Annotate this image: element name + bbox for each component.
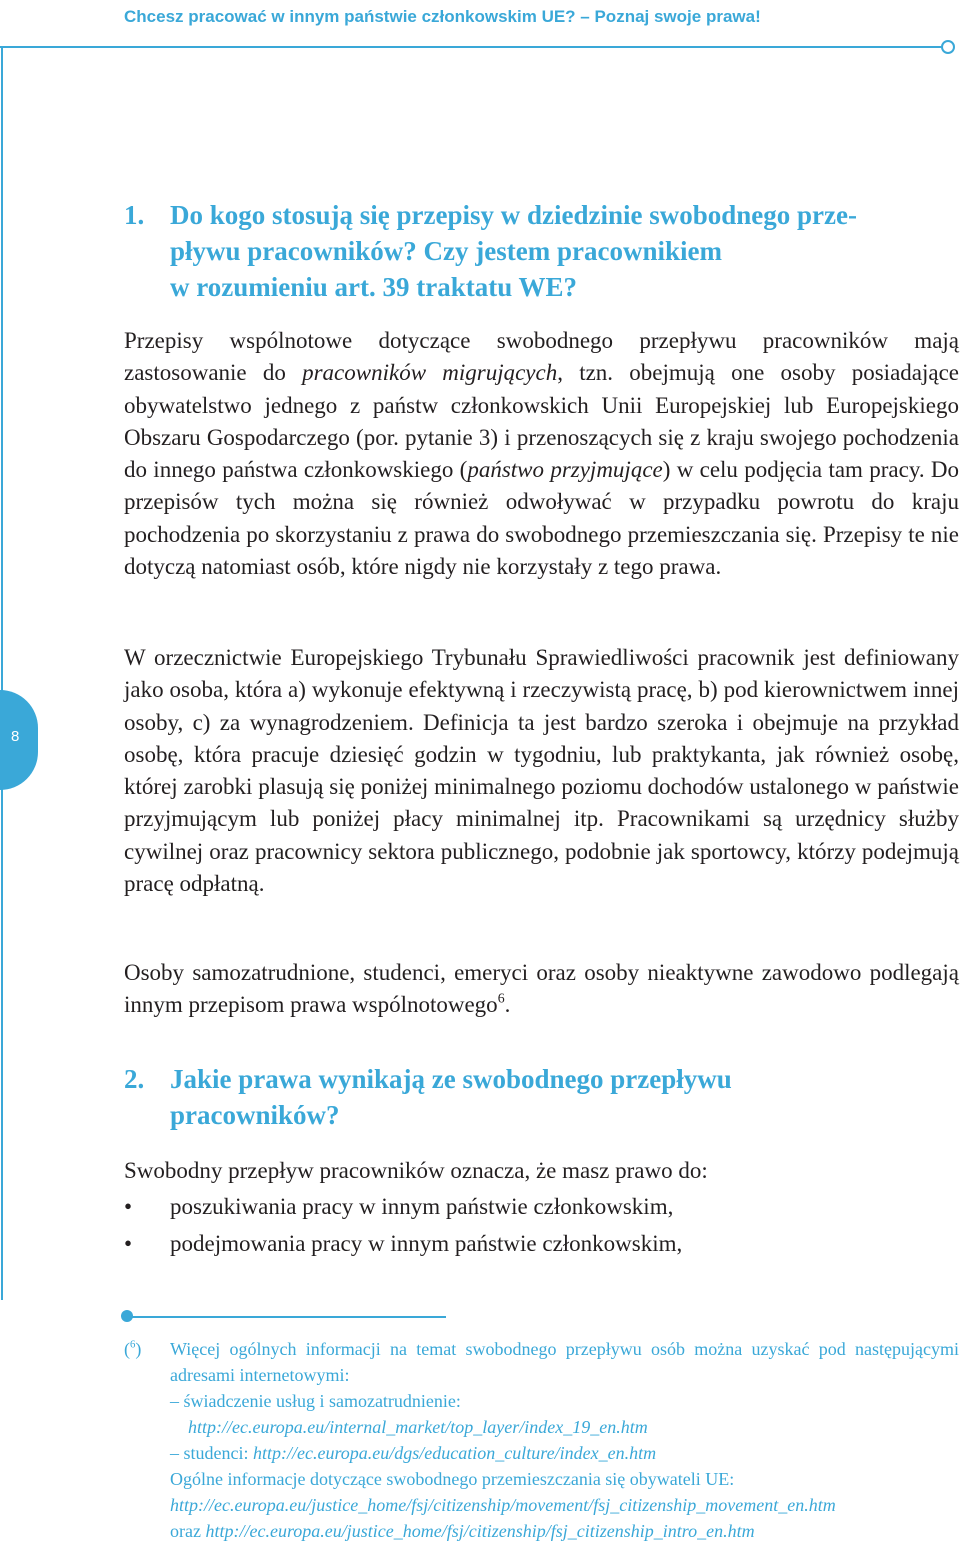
footnote-rule-dot <box>121 1310 133 1322</box>
page-number: 8 <box>11 728 20 745</box>
section-2-number: 2. <box>124 1064 145 1094</box>
paragraph-3-end: . <box>504 992 511 1018</box>
section-1-heading <box>124 197 857 305</box>
footnote-link-4[interactable]: http://ec.europa.eu/justice_home/fsj/citizenship/fsj_citizenship_intro_en.htm <box>205 1521 755 1541</box>
section-1-heading-line-3: w rozumieniu art. 39 traktatu WE? <box>170 272 577 302</box>
footnote-6 <box>124 1336 959 1544</box>
list-item-text: poszukiwania pracy w innym państwie członkowskim, <box>170 1194 674 1219</box>
section-1-heading-line-1: Do kogo stosują się przepisy w dziedzinie swobodnego prze- <box>170 200 857 230</box>
running-header: Chcesz pracować w innym państwie członkowskim UE? – Poznaj swoje prawa! <box>124 7 761 26</box>
footnote-link-2[interactable]: http://ec.europa.eu/dgs/education_culture/index_en.htm <box>253 1443 657 1463</box>
footnote-intro: Więcej ogólnych informacji na temat swobodnego przepływu osób można uzyskać pod następującymi adresami internetowymi: <box>170 1339 959 1385</box>
paragraph-1-text-a: Przepisy wspólnotowe dotyczące swobodnego przepływu pracowników mają zastosowanie do <box>124 328 959 386</box>
section-1-number: 1. <box>124 200 145 230</box>
footnote-mark <box>124 1336 141 1362</box>
list-item-text: podejmowania pracy w innym państwie członkowskim, <box>170 1231 683 1256</box>
section-2-intro: Swobodny przepływ pracowników oznacza, że masz prawo do: <box>124 1158 708 1183</box>
header-rule <box>0 46 942 48</box>
list-item <box>124 1191 673 1223</box>
paragraph-1-text-c: ) w celu podjęcia tam pracy. Do przepisów tych można się również odwoływać w przypadku powrotu do kraju pochodzenia po skorzystaniu z prawa do swobodnego przemieszczania się. Przepisy te nie dotyczą natomiast osób, które nigdy nie korzystały z tego prawa. <box>124 457 959 580</box>
paragraph-1-emphasis-1: pracowników migrujących <box>302 360 558 386</box>
footnote-link-4-line <box>170 1518 959 1544</box>
footnote-item-2 <box>170 1440 959 1466</box>
paragraph-1-text-b: , tzn. obejmują one osoby posiadające obywatelstwo jednego z państw członkowskich Unii Europejskiej lub Europejskiego Obszaru Gospodarczego (por. pytanie 3) i przenoszących się z kraju swojego pochodzenia do innego państwa członkowskiego ( <box>124 360 959 483</box>
footnote-item-1-label: – świadczenie usług i samozatrudnienie: <box>170 1391 461 1411</box>
section-1-paragraph-3 <box>124 957 959 1022</box>
footnote-item-2-label: – studenci: <box>170 1443 253 1463</box>
section-2-heading <box>124 1061 732 1133</box>
section-1-heading-line-2: pływu pracowników? Czy jestem pracownikiem <box>170 236 722 266</box>
paragraph-1-emphasis-2: państwo przyjmujące <box>467 457 663 483</box>
footnote-link-1[interactable]: http://ec.europa.eu/internal_market/top_layer/index_19_en.htm <box>188 1417 648 1437</box>
section-1-paragraph-2: W orzecznictwie Europejskiego Trybunału Sprawiedliwości pracownik jest definiowany jako osoba, która a) wykonuje efektywną i rzeczywistą pracę, b) pod kierownictwem innej osoby, c) za wynagrodzeniem. Definicja ta jest bardzo szeroka i obejmuje na przykład osobę, która pracuje dziesięć godzin w tygodniu, lub praktykanta, jak również osobę, której zarobki plasują się poniżej minimalnego poziomu dochodów ustalonego w państwie przyjmującym lub poniżej płacy minimalnej itp. Pracownikami są urzędnicy służby cywilnej oraz pracownicy sektora publicznego, podobnie jak sportowcy, którzy podejmują pracę odpłatną. <box>124 645 959 897</box>
footnote-item-1-url-line <box>170 1414 959 1440</box>
footnote-oraz: oraz <box>170 1521 206 1541</box>
side-rule <box>1 46 3 1300</box>
bullet-dot: • <box>124 1231 133 1256</box>
footnote-reference-6: 6 <box>497 990 505 1006</box>
footnote-link-3[interactable]: http://ec.europa.eu/justice_home/fsj/citizenship/movement/fsj_citizenship_movement_en.htm <box>170 1495 836 1515</box>
list-item <box>124 1228 682 1260</box>
footnote-link-3-line <box>170 1492 959 1518</box>
section-2-heading-line-1: Jakie prawa wynikają ze swobodnego przepływu <box>170 1064 732 1094</box>
footnote-rule <box>124 1316 446 1318</box>
section-1-paragraph-1 <box>124 325 959 583</box>
footnote-mark-open: ( <box>124 1339 130 1359</box>
bullet-dot: • <box>124 1194 133 1219</box>
section-2-heading-line-2: pracowników? <box>170 1100 340 1130</box>
header-rule-end-circle <box>941 40 955 54</box>
footnote-mark-number: 6 <box>130 1338 136 1351</box>
footnote-mark-close: ) <box>135 1339 142 1359</box>
paragraph-3-text: Osoby samozatrudnione, studenci, emeryci oraz osoby nieaktywne zawodowo podlegają innym przepisom prawa wspólnotowego <box>124 960 959 1018</box>
footnote-general-label: Ogólne informacje dotyczące swobodnego przemieszczania się obywateli UE: <box>170 1469 735 1489</box>
